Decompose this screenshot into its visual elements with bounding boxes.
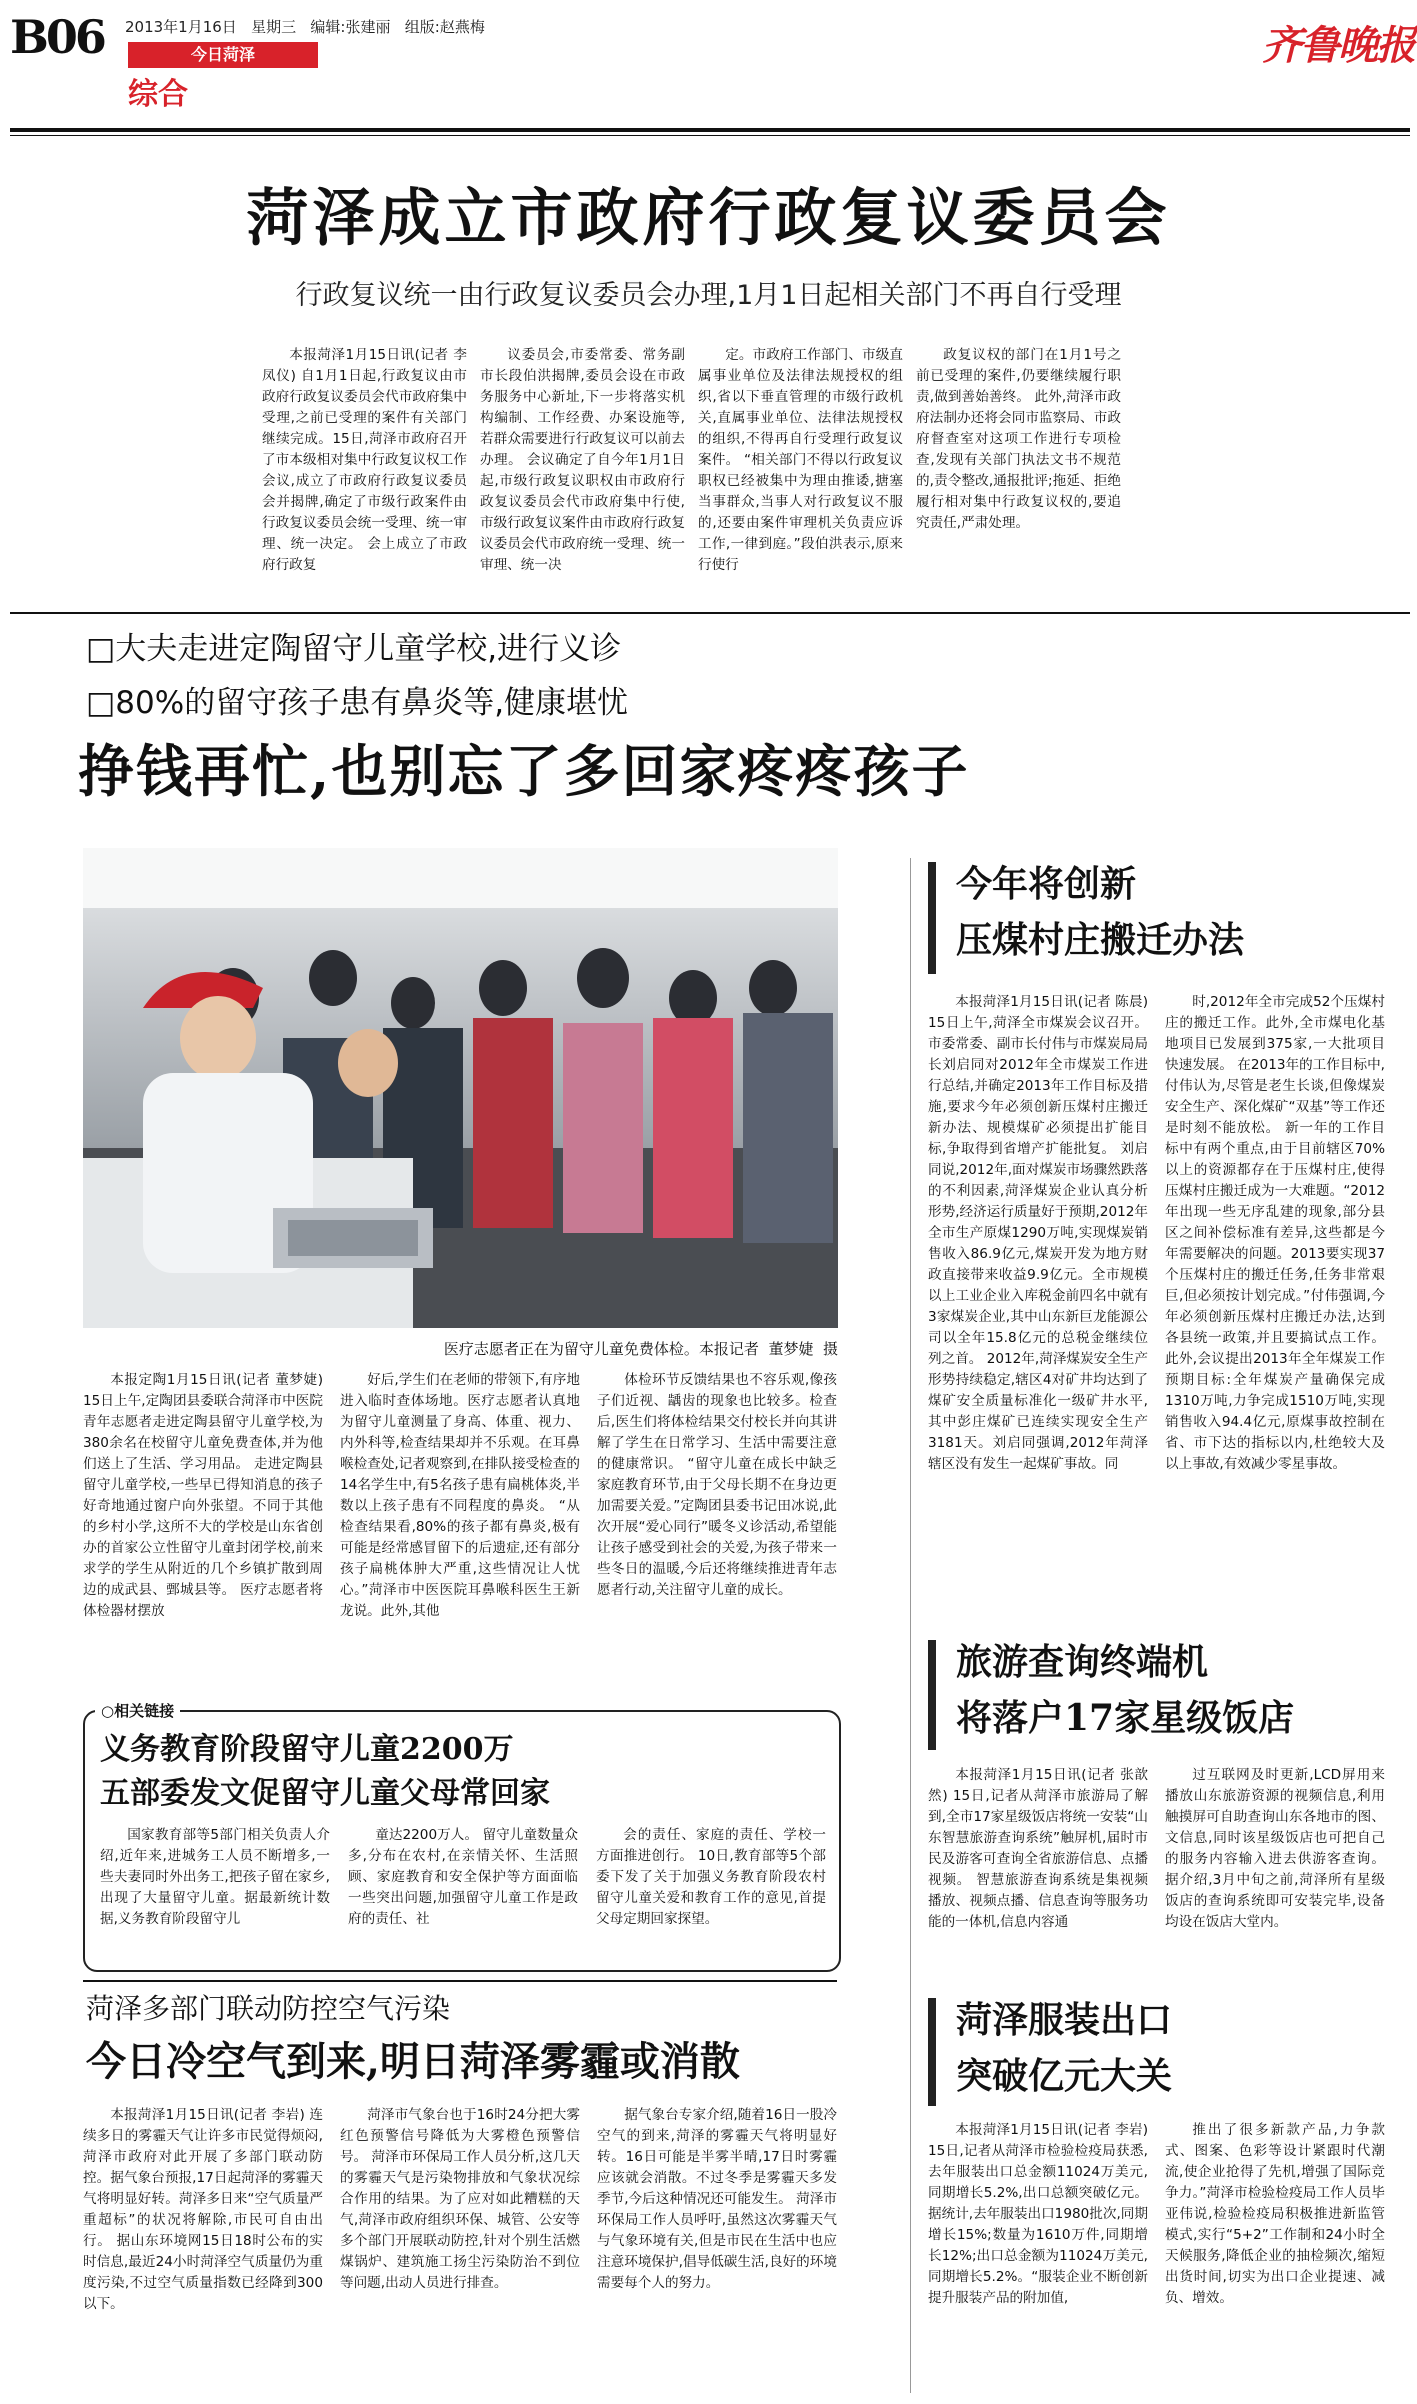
- date-line: 2013年1月16日 星期三 编辑:张建丽 组版:赵燕梅: [125, 18, 485, 36]
- masthead-rule: [10, 128, 1410, 132]
- page-number: B06: [10, 10, 104, 64]
- side2-text-1: 本报菏泽1月15日讯(记者 张歆然) 15日,记者从菏泽市旅游局了解到,全市17家星级饭店将统一安装“山东智慧旅游查询系统”触屏机,届时市民及游客可查询全省旅游信息、点播视频。 智慧旅游查询系统是集视频播放、视频点播、信息查询等服务功能的一体机,信息内容通: [928, 1767, 1148, 1930]
- article3-col-2: [340, 2105, 580, 2294]
- side2-text-2: 过互联网及时更新,LCD屏用来播放山东旅游资源的视频信息,利用触摸屏可自助查询山东各地市的图、文信息,同时该星级饭店也可把自己的服务内容输入进去供游客查询。 据介绍,3月中旬之前,菏泽所有星级饭店的查询系统即可安装完毕,设备均设在饭店大堂内。: [1165, 1767, 1385, 1930]
- article2-col-2: [340, 1370, 580, 1622]
- masthead-rule-thin: [10, 135, 1410, 136]
- side2-title-1: 旅游查询终端机: [956, 1641, 1209, 1683]
- article1-text-1: 本报菏泽1月15日讯(记者 李凤仪) 自1月1日起,行政复议由市政府行政复议委员会代市政府集中受理,之前已受理的案件有关部门继续完成。15日,菏泽市政府召开了市本级相对集中行政复议权工作会议,成立了市政府行政复议委员会并揭牌,确定了市级行政案件由行政复议委员会统一受理、统一审理、统一决定。 会上成立了市政府行政复: [262, 347, 467, 573]
- article3-col-1: [83, 2105, 323, 2315]
- side3-title-2: 突破亿元大关: [956, 2055, 1173, 2097]
- article2-col-3: [597, 1370, 837, 1601]
- side2-col-2: [1165, 1765, 1385, 1933]
- side2-title-bar: [928, 1640, 936, 1750]
- related-text-1: 国家教育部等5部门相关负责人介绍,近年来,进城务工人员不断增多,一些夫妻同时外出务工,把孩子留在家乡,出现了大量留守儿童。据最新统计数据,义务教育阶段留守儿: [100, 1827, 330, 1927]
- article2-kicker-1: □大夫走进定陶留守儿童学校,进行义诊: [86, 631, 622, 667]
- related-text-2: 童达2200万人。 留守儿童数量众多,分布在农村,在亲情关怀、生活照顾、家庭教育和安全保护等方面面临一些突出问题,加强留守儿童工作是政府的责任、社: [348, 1827, 578, 1927]
- related-title-1: 义务教育阶段留守儿童2200万: [100, 1732, 514, 1767]
- article3-divider: [83, 1980, 837, 1982]
- side3-col-2: [1165, 2120, 1385, 2309]
- article1-text-4: 政复议权的部门在1月1号之前已受理的案件,仍要继续履行职责,做到善始善终。 此外,菏泽市政府法制办还将会同市监察局、市政府督查室对这项工作进行专项检查,发现有关部门执法文书不规范的,责令整改,通报批评;拖延、拒绝履行相对集中行政复议权的,要追究责任,严肃处理。: [916, 347, 1121, 531]
- photo-illustration: [83, 848, 838, 1328]
- side3-col-1: [928, 2120, 1148, 2309]
- column-separator: [910, 858, 911, 2393]
- masthead-logo: 齐鲁晚报: [1262, 22, 1414, 69]
- related-col-3: [596, 1825, 826, 1930]
- related-tag-text: 相关链接: [114, 1702, 175, 1720]
- article2-headline: 挣钱再忙,也别忘了多回家疼疼孩子: [78, 739, 970, 805]
- article3-text-1: 本报菏泽1月15日讯(记者 李岩) 连续多日的雾霾天气让许多市民觉得烦闷,菏泽市政府对此开展了多部门联动防控。据气象台预报,17日起菏泽的雾霾天气将明显好转。菏泽多日来“空气质量严重超标”的状况将解除,市民可自由出行。 据山东环境网15日18时公布的实时信息,最近24小时菏泽空气质量仍为重度污染,不过空气质量指数已经降到300以下。: [83, 2107, 323, 2312]
- article1-divider: [10, 612, 1410, 614]
- article2-text-3: 体检环节反馈结果也不容乐观,像孩子们近视、龋齿的现象也比较多。检查后,医生们将体检结果交付校长并向其讲解了学生在日常学习、生活中需要注意的健康常识。 “留守儿童在成长中缺乏家庭教育环节,由于父母长期不在身边更加需要关爱。”定陶团县委书记田冰说,此次开展“爱心同行”暖冬义诊活动,希望能让孩子感受到社会的关爱,为孩子带来一些冬日的温暖,今后还将继续推进青年志愿者行动,关注留守儿童的成长。: [597, 1372, 837, 1598]
- article2-text-2: 好后,学生们在老师的带领下,有序地进入临时查体场地。医疗志愿者认真地为留守儿童测量了身高、体重、视力、内外科等,检查结果却并不乐观。在耳鼻喉检查处,记者观察到,在排队接受检查的14名学生中,有5名孩子患有扁桃体炎,半数以上孩子患有不同程度的鼻炎。 “从检查结果看,80%的孩子都有鼻炎,极有可能是经常感冒留下的后遗症,还有部分孩子扁桃体肿大严重,这些情况让人忧心。”菏泽市中医医院耳鼻喉科医生王新龙说。此外,其他: [340, 1372, 580, 1619]
- section-tag: [128, 42, 318, 68]
- article2-kicker-2: □80%的留守孩子患有鼻炎等,健康堪忧: [86, 685, 629, 721]
- side1-title-bar: [928, 862, 936, 974]
- article2-photo: [83, 848, 838, 1328]
- photo-caption: 医疗志愿者正在为留守儿童免费体检。本报记者 董梦婕 摄: [443, 1340, 838, 1358]
- side1-title-2: 压煤村庄搬迁办法: [956, 919, 1245, 961]
- article1-col-1: [262, 345, 467, 576]
- side3-title-bar: [928, 1998, 936, 2106]
- related-col-1: [100, 1825, 330, 1930]
- article1-text-2: 议委员会,市委常委、常务副市长段伯洪揭牌,委员会设在市政务服务中心新址,下一步将落实机构编制、工作经费、办案设施等,若群众需要进行行政复议可以前去办理。 会议确定了自今年1月1日起,市级行政复议职权由市政府行政复议委员会代市政府集中行使,市级行政复议案件由市政府行政复议委员会代市政府统一受理、统一审理、统一决: [480, 347, 685, 573]
- related-col-2: [348, 1825, 578, 1930]
- article3-text-2: 菏泽市气象台也于16时24分把大雾红色预警信号降低为大雾橙色预警信号。 菏泽市环保局工作人员分析,这几天的雾霾天气是污染物排放和气象状况综合作用的结果。为了应对如此糟糕的天气,菏泽市政府组织环保、城管、公安等多个部门开展联动防控,针对个别生活燃煤锅炉、建筑施工扬尘污染防治不到位等问题,出动人员进行排查。: [340, 2107, 580, 2291]
- article1-text-3: 定。市政府工作部门、市级直属事业单位及法律法规授权的组织,省以下垂直管理的市级行政机关,直属事业单位、法律法规授权的组织,不得再自行受理行政复议案件。 “相关部门不得以行政复议职权已经被集中为理由推诿,搪塞当事群众,当事人对行政复议不服的,还要由案件审理机关负责应诉工作,一律到庭。”段伯洪表示,原来行使行: [698, 347, 903, 573]
- related-tag: [95, 1700, 180, 1721]
- article1-headline: 菏泽成立市政府行政复议委员会: [246, 181, 1171, 254]
- side3-title-1: 菏泽服装出口: [956, 1999, 1173, 2041]
- article2-col-1: [83, 1370, 323, 1622]
- article3-col-3: [597, 2105, 837, 2294]
- article1-col-3: [698, 345, 903, 576]
- side1-text-1: 本报菏泽1月15日讯(记者 陈晨) 15日上午,菏泽全市煤炭会议召开。市委常委、副市长付伟与市煤炭局局长刘启同对2012年全市煤炭工作进行总结,并确定2013年工作目标及措施,要求今年必须创新压煤村庄搬迁新办法、规模煤矿必须提出扩能目标,争取得到省增产扩能批复。 刘启同说,2012年,面对煤炭市场骤然跌落的不利因素,菏泽煤炭企业认真分析形势,经济运行质量好于预期,2012年全市生产原煤1290万吨,实现煤炭销售收入86.9亿元,煤炭开发为地方财政直接带来收益9.9亿元。全市规模以上工业企业入库税金前四名中就有3家煤炭企业,其中山东新巨龙能源公司以全年15.8亿元的总税金继续位列之首。 2012年,菏泽煤炭安全生产形势持续稳定,辖区4对矿井均达到了煤矿安全质量标准化一级矿井水平,其中彭庄煤矿已连续实现安全生产3181天。刘启同强调,2012年菏泽辖区没有发生一起煤矿事故。同: [928, 994, 1148, 1472]
- side3-text-2: 推出了很多新款产品,力争款式、图案、色彩等设计紧跟时代潮流,使企业抢得了先机,增强了国际竞争力。”菏泽市检验检疫局工作人员毕亚伟说,检验检疫局积极推进新监管模式,实行“5+2”工作制和24小时全天候服务,降低企业的抽检频次,缩短出货时间,切实为出口企业提速、减负、增效。: [1165, 2122, 1385, 2306]
- article1-col-4: [916, 345, 1121, 534]
- side2-col-1: [928, 1765, 1148, 1933]
- related-title-2: 五部委发文促留守儿童父母常回家: [100, 1776, 550, 1811]
- side3-text-1: 本报菏泽1月15日讯(记者 李岩) 15日,记者从菏泽市检验检疫局获悉,去年服装出口总金额11024万美元,同期增长5.2%,出口总额突破亿元。 据统计,去年服装出口1980批次,同期增长15%;数量为1610万件,同期增长12%;出口总金额为11024万美元,同期增长5.2%。“服装企业不断创新提升服装产品的附加值,: [928, 2122, 1148, 2306]
- article3-kicker: 菏泽多部门联动防控空气污染: [86, 1992, 451, 2025]
- side1-title-1: 今年将创新: [956, 863, 1137, 905]
- article3-headline: 今日冷空气到来,明日菏泽雾霾或消散: [86, 2038, 740, 2085]
- article3-text-3: 据气象台专家介绍,随着16日一股冷空气的到来,菏泽的雾霾天气将明显好转。16日可能是半雾半晴,17日时雾霾应该就会消散。不过冬季是雾霾天多发季节,今后这种情况还可能发生。 菏泽市环保局工作人员呼吁,虽然这次雾霾天气与气象环境有关,但是市民在生活中也应注意环境保护,倡导低碳生活,良好的环境需要每个人的努力。: [597, 2107, 837, 2291]
- article1-subhead: 行政复议统一由行政复议委员会办理,1月1日起相关部门不再自行受理: [295, 280, 1122, 311]
- article2-text-1: 本报定陶1月15日讯(记者 董梦婕) 15日上午,定陶团县委联合菏泽市中医院青年志愿者走进定陶县留守儿童学校,为380余名在校留守儿童免费查体,并为他们送上了生活、学习用品。 走进定陶县留守儿童学校,一些早已得知消息的孩子好奇地通过窗户向外张望。不同于其他的乡村小学,这所不大的学校是山东省创办的首家公立性留守儿童封闭学校,前来求学的学生从附近的几个乡镇扩散到周边的成武县、鄄城县等。 医疗志愿者将体检器材摆放: [83, 1372, 323, 1619]
- section-tag-text: 今日菏泽: [190, 45, 255, 64]
- side1-col-1: [928, 992, 1148, 1475]
- related-tag-icon: ○: [101, 1702, 115, 1720]
- section-title: 综合: [128, 77, 188, 112]
- side2-title-2: 将落户17家星级饭店: [956, 1697, 1295, 1739]
- side1-text-2: 时,2012年全市完成52个压煤村庄的搬迁工作。此外,全市煤电化基地项目已发展到375家,一大批项目快速发展。 在2013年的工作目标中,付伟认为,尽管是老生长谈,但像煤炭安全生产、深化煤矿“双基”等工作还是时刻不能放松。 新一年的工作目标中有两个重点,由于目前辖区70%以上的资源都存在于压煤村庄,使得压煤村庄搬迁成为一大难题。“2012年出现一些无序乱建的现象,部分县区之间补偿标准有差异,这些都是今年需要解决的问题。2013要实现37个压煤村庄的搬迁任务,任务非常艰巨,但必须按计划完成。”付伟强调,今年必须创新压煤村庄搬迁办法,达到各县统一政策,并且要搞试点工作。 此外,会议提出2013年全年煤炭工作预期目标:全年煤炭产量确保完成1310万吨,力争完成1510万吨,实现销售收入94.4亿元,原煤事故控制在省、市下达的指标以内,杜绝较大及以上事故,有效减少零星事故。: [1165, 994, 1385, 1472]
- related-text-3: 会的责任、家庭的责任、学校一方面推进创行。 10日,教育部等5个部委下发了关于加强义务教育阶段农村留守儿童关爱和教育工作的意见,首提父母定期回家探望。: [596, 1827, 826, 1927]
- side1-col-2: [1165, 992, 1385, 1475]
- article1-col-2: [480, 345, 685, 576]
